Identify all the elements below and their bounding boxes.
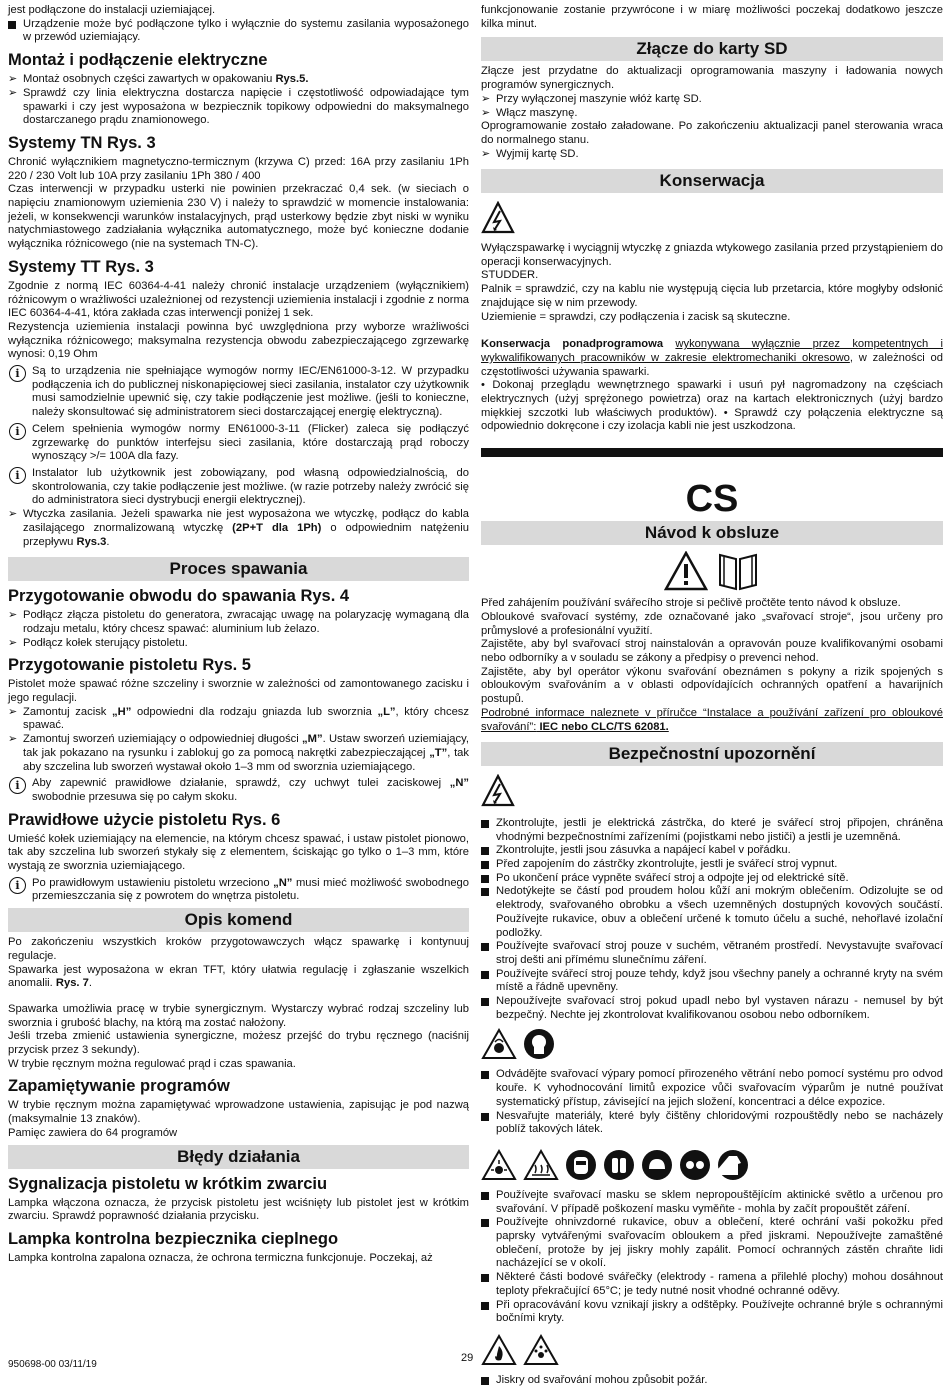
section-title-pistolet: Przygotowanie pistoletu Rys. 5 bbox=[8, 656, 251, 675]
fumes-icons bbox=[481, 1028, 943, 1060]
intro-line: jest podłączone do instalacji uziemiającej. bbox=[8, 4, 216, 16]
list-item: Jiskry od svařování mohou způsobit požár. bbox=[481, 1374, 943, 1388]
page-number: 29 bbox=[461, 1352, 474, 1364]
paragraph: Pistolet może spawać różne szczeliny i sworznie w zależności od zamontowanego zacisku i jego regulacji. bbox=[8, 678, 469, 705]
list-item: Zkontrolujte, jestli je elektrická zástrčka, do které je svářecí stroj připojen, chráněna vhodnými bezpečnostními zařízeními (pojistkami nebo jističi) a jestli je uzemněná. bbox=[481, 817, 943, 844]
section-bar-bezpecnost: Bezpečnostní upozornění bbox=[481, 742, 943, 766]
warning-icon bbox=[664, 551, 708, 591]
paragraph: W trybie ręcznym można regulować prąd i czas spawania. bbox=[8, 1057, 296, 1070]
bullet-square-icon bbox=[481, 1113, 489, 1121]
paragraph: Palnik = sprawdzić, czy na kablu nie występują cięcia lub przetarcia, które mogłyby odsłonić znajdujące się w nim przewody. bbox=[481, 283, 943, 309]
info-icon: i bbox=[9, 365, 26, 382]
bullet-square-icon bbox=[481, 1219, 489, 1227]
right-column bbox=[481, 4, 943, 1388]
info-note: i Są to urządzenia nie spełniające wymogów normy IEC/EN61000-3-12. W przypadku podłączenia ich do publicznej niskonapięciowej sieci zasilania, instalator czy użytkownik musi samodzielnie upewnić się, czy takie podłączenie jest możliwe. (jeśli to konieczne, należy skonsultować się administratorem sieci dostarczającej energię elektryczną). bbox=[8, 365, 469, 420]
paragraph: Po zakończeniu wszystkich kroków przygotowawczych włącz spawarkę i kontynuuj regulacje. bbox=[8, 936, 469, 962]
bullet-square-icon bbox=[481, 847, 489, 855]
goggles-icon bbox=[679, 1149, 711, 1181]
paragraph: Rezystencja uziemienia instalacji powinna być uwzględniona przy wyborze wrażliwości wyłącznika różnicowego; maksymalna rezystencja obwodu zabezpieczającego zgrzewarkę wynosi: 0,19 Ohm bbox=[8, 320, 469, 361]
bullet-square-icon bbox=[481, 820, 489, 828]
paragraph: Pamięc zawiera do 64 programów bbox=[8, 1126, 178, 1139]
list-item: Používejte ohnivzdorné rukavice, obuv a oblečení, které ochrání vaši pokožku před paprsky vytvářenými svařovacím obloukem a před jiskrami. Nepoužívejte zamaštěné oblečení, protože by jej jiskry mohly zapálit. Pomocí ochranných zástěn chraňte lidi nacházející se v okolí. bbox=[481, 1216, 943, 1271]
paragraph: Chronić wyłącznikiem magnetyczno-termicznym (krzywa C) przed: 16A przy zasilaniu 1Ph 220 / 230 Volt lub 10A przy zasilaniu 1Ph 380 / 400 bbox=[8, 155, 469, 182]
info-icon: i bbox=[9, 777, 26, 794]
helmet-icon bbox=[641, 1149, 673, 1181]
paragraph: Zajistěte, aby byl svařovací stroj nainstalován a opravován pouze kvalifikovanými osobami nebo odborníky a v souladu se zákony a předpisy o prevenci nehod. bbox=[481, 638, 943, 664]
section-bar-konserwacja: Konserwacja bbox=[481, 169, 943, 193]
protection-icons bbox=[481, 1149, 943, 1181]
paragraph: Oprogramowanie zostało załadowane. Po zakończeniu aktualizacji panel sterowania wraca do normalnego stanu. bbox=[481, 120, 943, 146]
section-bar-sd: Złącze do karty SD bbox=[481, 37, 943, 61]
document-code: 950698-00 03/11/19 bbox=[8, 1359, 97, 1370]
paragraph: Spawarka jest wyposażona w ekran TFT, który ułatwia regulację i zgłaszanie wszelkich anomalii. Rys. 7. bbox=[8, 963, 469, 990]
bullet-square-icon bbox=[481, 998, 489, 1006]
paragraph: Umieść kołek uziemiający na elemencie, na którym chcesz spawać, i ustaw pistolet pionowo, tak aby szczelina lub sworzeń stykały się z elementem, ściskając go tylko o 1–3 mm, które wystają ze sworznia uziemiającego. bbox=[8, 832, 469, 873]
arrow-icon: ➢ bbox=[8, 508, 18, 521]
language-code: CS bbox=[685, 478, 739, 521]
paragraph: Obloukové svařovací systémy, zde označované jako „svařovací stroje“, jsou určeny pro průmyslové a profesionální využití. bbox=[481, 610, 943, 637]
arrow-icon: ➢ bbox=[8, 73, 18, 86]
bullet-square-icon bbox=[481, 875, 489, 883]
bullet-square-icon bbox=[481, 1071, 489, 1079]
info-note: i Celem spełnienia wymogów normy EN61000-3-11 (Flicker) zaleca się podłączyć zgrzewarkę do punktów interfejsu sieci zasilania, które dostarczają prąd roboczy wynoszący >/= 100A dla fazy. bbox=[8, 423, 469, 464]
list-item: ➢ Podłącz złącza pistoletu do generatora, zwracając uwagę na polaryzację wymaganą dla rodzaju metalu, który chcesz spawać: aluminium lub żelazo. bbox=[8, 609, 469, 635]
open-book-icon bbox=[716, 551, 760, 591]
list-item: ➢ Wyjmij kartę SD. bbox=[481, 147, 579, 160]
list-item: ➢ Sprawdź czy linia elektryczna dostarcza napięcie i częstotliwość odpowiadające tym spawarki i czy jest wyposażona w bezpiecznik topikowy odpowiedni do maksymalnego dostarczanego prądu znamionowego. bbox=[8, 86, 469, 127]
bullet-square-icon bbox=[481, 971, 489, 979]
list-item: Po ukončení práce vypněte svářecí stroj a odpojte jej od elektrické sítě. bbox=[481, 872, 943, 886]
list-item: Používejte svářecí stroj pouze tehdy, když jsou všechny panely a ochranné kryty na svém místě a řádně upevněny. bbox=[481, 968, 943, 995]
bullet-square-icon bbox=[481, 1274, 489, 1282]
list-item: ➢ Zamontuj zacisk „H” odpowiedni dla rodzaju gniazda lub sworznia „L”, który chcesz spawać. bbox=[8, 705, 469, 732]
section-title-sygnalizacja: Sygnalizacja pistoletu w krótkim zwarciu bbox=[8, 1174, 328, 1193]
section-bar-navod: Návod k obsluze bbox=[481, 521, 943, 545]
list-item: Odvádějte svařovací výpary pomocí přirozeného větrání nebo pomocí systému pro odvod kouře. K vyhodnocování limitů expozice vůči svařovacím výparům je nutné používat systematický přístup, závisející na jejich složení, koncentraci a délce expozice. bbox=[481, 1068, 943, 1109]
section-title-lampka: Lampka kontrolna bezpiecznika cieplnego bbox=[8, 1230, 339, 1248]
section-title-tn: Systemy TN Rys. 3 bbox=[8, 133, 156, 152]
paragraph: • Dokonaj przeglądu wewnętrznego spawarki i usuń pył nagromadzony na częściach elektrycznych (użyj sprężonego powietrza) oraz na kartach elektronicznych (użyj bardzo miękkiej szczotki lub właściwych produktów). • Sprawdź czy połączenia elektryczne są odpowiednio dokręcone i czy izolacja kabli nie jest uszkodzona. bbox=[481, 379, 943, 433]
bullet-square-icon bbox=[481, 943, 489, 951]
paragraph: Czas interwencji w przypadku usterki nie powinien przekraczać 0,4 sek. (w sieciach o napięciu znamionowym uziemienia 230 V) i należy to sprawdzić w momencie instalowania: jeżeli, w konsekwencji warunków instalacyjnych, prąd usterkowy będzie zbyt niski w wyniku natychmiastowego zadziałania wyłącznika automatycznego, może być konieczne dodanie wyłącznika różnicowego (nie na systemach TN-C). bbox=[8, 183, 469, 251]
arrow-icon: ➢ bbox=[481, 147, 491, 160]
fire-icons bbox=[481, 1334, 943, 1366]
info-icon: i bbox=[9, 877, 26, 894]
arrow-icon: ➢ bbox=[8, 86, 18, 99]
paragraph: W trybie ręcznym można zapamiętywać wprowadzone ustawienia, zapisując je pod nazwą (maksymalnie 13 znaków). bbox=[8, 1099, 469, 1126]
respirator-icon bbox=[523, 1028, 555, 1060]
paragraph: Jeśli trzeba zmienić ustawienia synergiczne, możesz przejść do trybu ręcznego (naciśnij przycisk przez 3 sekundy). bbox=[8, 1030, 469, 1057]
list-item: Zkontrolujte, jestli jsou zásuvka a napájecí kabel v pořádku. bbox=[481, 844, 943, 858]
list-item: ➢ Przy wyłączonej maszynie włóż kartę SD. bbox=[481, 92, 702, 105]
paragraph: Złącze jest przydatne do aktualizacji oprogramowania maszyny i ładowania nowych programów synergicznych. bbox=[481, 65, 943, 92]
paragraph: Před zahájením používání svářecího stroje si pečlivě pročtěte tento návod k obsluze. bbox=[481, 597, 901, 610]
arrow-icon: ➢ bbox=[8, 705, 18, 718]
paragraph: Lampka kontrolna zapalona oznacza, że ochrona termiczna funkcjonuje. Poczekaj, aż bbox=[8, 1252, 433, 1264]
list-item: ➢ Zamontuj sworzeń uziemiający o odpowiedniej długości „M”. Ustaw sworzeń uziemiający, tak jak pokazano na rysunku i zablokuj go za pomocą nakrętki zabezpieczającej „T”, tak aby szczelina lub sworzeń wystawał około 1–3 mm od sworznia uziemiającego. bbox=[8, 733, 469, 773]
arrow-icon: ➢ bbox=[8, 609, 18, 622]
bullet-square-icon bbox=[481, 1377, 489, 1385]
arrow-icon: ➢ bbox=[481, 92, 491, 105]
list-item: ➢ Podłącz kołek sterujący pistoletu. bbox=[8, 636, 188, 649]
paragraph: Wyłączspawarkę i wyciągnij wtyczkę z gniazda wtykowego zasilania przed przystąpieniem do operacji konserwacyjnych. bbox=[481, 242, 943, 268]
bullet-square-icon bbox=[481, 1192, 489, 1200]
bullet-square-icon bbox=[481, 861, 489, 869]
fire-warning-icon bbox=[481, 1334, 517, 1366]
section-bar-proces: Proces spawania bbox=[8, 557, 469, 581]
section-title-uzycie: Prawidłowe użycie pistoletu Rys. 6 bbox=[8, 810, 281, 829]
info-note: i Po prawidłowym ustawieniu pistoletu wrzeciono „N” musi mieć możliwość swobodnego przemieszczania się z powrotem do wnętrza pistoletu. bbox=[8, 877, 469, 904]
hot-surface-warning-icon bbox=[523, 1149, 559, 1181]
list-item: ➢ Włącz maszynę. bbox=[481, 106, 578, 119]
paragraph: Uziemienie = sprawdzi, czy podłączenia i zacisk są skuteczne. bbox=[481, 310, 791, 323]
list-item: Nepoužívejte svařovací stroj pokud upadl nebo byl vystaven nárazu - nemusel by být bezpečný. Nechte jej zkontrolovat kvalifikovanou osobou nebo odborníkem. bbox=[481, 995, 943, 1022]
section-title-zapamietywanie: Zapamiętywanie programów bbox=[8, 1077, 230, 1096]
list-item: Nedotýkejte se částí pod proudem holou kůží ani mokrým oblečením. Odizolujte se od elektrody, svařovaného obrobku a všech uzemněných dostupných kovových součástí. Používejte rukavice, obuv a oblečení určené k tomuto účelu a suché, nehořlavé izolační podložky. bbox=[481, 885, 943, 940]
electric-warning-icon bbox=[481, 201, 943, 240]
list-item: Používejte svařovací stroj pouze v suchém, větraném prostředí. Nevystavujte svařovací stroj dešti ani přímému slunečnímu záření. bbox=[481, 940, 943, 967]
section-title-montaz: Montaż i podłączenie elektryczne bbox=[8, 51, 268, 70]
info-icon: i bbox=[9, 467, 26, 484]
paragraph: Podrobné informace naleznete v příručce “Instalace a používání zařízení pro obloukové svařování”: IEC nebo CLC/TS 62081. bbox=[481, 706, 943, 733]
explosion-warning-icon bbox=[523, 1334, 559, 1366]
paragraph: Konserwacja ponadprogramowa wykonywana wyłącznie przez kompetentnych i wykwalifikowanych pracowników w zakresie elektromechaniki okresowo, w zależności od częstotliwości używania spawarki. bbox=[481, 338, 944, 378]
info-icon: i bbox=[9, 423, 26, 440]
section-bar-opis: Opis komend bbox=[8, 908, 469, 932]
list-item: ➢ Wtyczka zasilania. Jeżeli spawarka nie jest wyposażona we wtyczkę, podłącz do kabla zasilającego znormalizowaną wtyczkę (2P+T dla 1Ph) o odpowiednim natężeniu przepływu Rys.3. bbox=[8, 508, 469, 548]
radiation-warning-icon bbox=[481, 1149, 517, 1181]
list-item: Při opracovávání kovu vznikají jiskry a odštěpky. Používejte ochranné brýle s ochrannými bočními kryty. bbox=[481, 1299, 943, 1326]
manual-icons bbox=[481, 551, 943, 591]
section-title-tt: Systemy TT Rys. 3 bbox=[8, 257, 154, 276]
intro-bullet: Urządzenie może być podłączone tylko i wyłącznie do systemu zasilania wyposażonego w przewód uziemiający. bbox=[8, 18, 469, 45]
list-item: Před zapojením do zástrčky zkontrolujte, jestli je svářecí stroj vypnut. bbox=[481, 858, 943, 872]
info-note: i Instalator lub użytkownik jest zobowiązany, pod własną odpowiedzialnością, do skontrolowania, czy takie podłączenie jest możliwe. (w razie potrzeby należy zwrócić się do administratora sieci dystrybucji energii elektrycznej). bbox=[8, 467, 469, 508]
list-item: Nesvařujte materiály, které byly čištěny chloridovými rozpouštědly nebo se nacházely poblíž takových látek. bbox=[481, 1110, 943, 1137]
list-item: Některé části bodové svářečky (elektrody - ramena a přilehlé plochy) mohou dosáhnout teploty překračující 65°C; je tedy nutné nosit vhodné ochranné oděvy. bbox=[481, 1271, 943, 1298]
list-item: ➢ Montaż osobnych części zawartych w opakowaniu Rys.5. bbox=[8, 73, 309, 86]
arrow-icon: ➢ bbox=[8, 636, 18, 649]
electric-warning-icon bbox=[481, 774, 943, 813]
paragraph: Spawarka umożliwia pracę w trybie synergicznym. Wystarczy wybrać rodzaj szczeliny lub sworznia i grubość blachy, na którą ma zostać nałożony. bbox=[8, 1002, 469, 1029]
welding-mask-icon bbox=[565, 1149, 597, 1181]
info-note: i Aby zapewnić prawidłowe działanie, sprawdź, czy uchwyt tulei zaciskowej „N” swobodnie przesuwa się po całym skoku. bbox=[8, 777, 469, 804]
toxic-fumes-warning-icon bbox=[481, 1028, 517, 1060]
protective-suit-icon bbox=[717, 1149, 749, 1181]
paragraph: Lampka włączona oznacza, że przycisk pistoletu jest wciśnięty lub pistolet jest w krótkim zwarciu. Sprawdź poprawność działania przycisku. bbox=[8, 1196, 469, 1223]
section-bar-bledy: Błędy działania bbox=[8, 1145, 469, 1169]
section-title-obwod: Przygotowanie obwodu do spawania Rys. 4 bbox=[8, 587, 350, 606]
paragraph: Zajistěte, aby byl operátor výkonu svařování obeznámen s pokyny a rizik spojených s obloukovým svařováním a v oblasti odpovídajících ochranných opatření a havarijních postupů. bbox=[481, 665, 943, 706]
divider bbox=[481, 448, 943, 457]
list-item: Používejte svařovací masku se sklem nepropouštějícím aktinické světlo a určenou pro svařování. V případě poškození masku vyměňte - mohla by začít propouštět záření. bbox=[481, 1189, 943, 1216]
paragraph: STUDDER. bbox=[481, 269, 539, 282]
gloves-icon bbox=[603, 1149, 635, 1181]
arrow-icon: ➢ bbox=[8, 733, 18, 746]
bullet-square-icon bbox=[481, 1302, 489, 1310]
paragraph: funkcjonowanie zostanie przywrócone i w miarę możliwości poczekaj dodatkowo jeszcze kilka minut. bbox=[481, 4, 943, 30]
bullet-square-icon bbox=[481, 888, 489, 896]
arrow-icon: ➢ bbox=[481, 106, 491, 119]
left-column bbox=[8, 4, 469, 1266]
bullet-square-icon bbox=[8, 21, 16, 29]
paragraph: Zgodnie z normą IEC 60364-4-41 należy chronić instalacje urządzeniem (wyłącznikiem) różnicowym o wrażliwości uzależnionej od rezystencji uziemienia instalacji i zgodnie z norma IEC 60364-4-41, która zakłada czas interwencji poniżej 1 sek. bbox=[8, 279, 469, 320]
